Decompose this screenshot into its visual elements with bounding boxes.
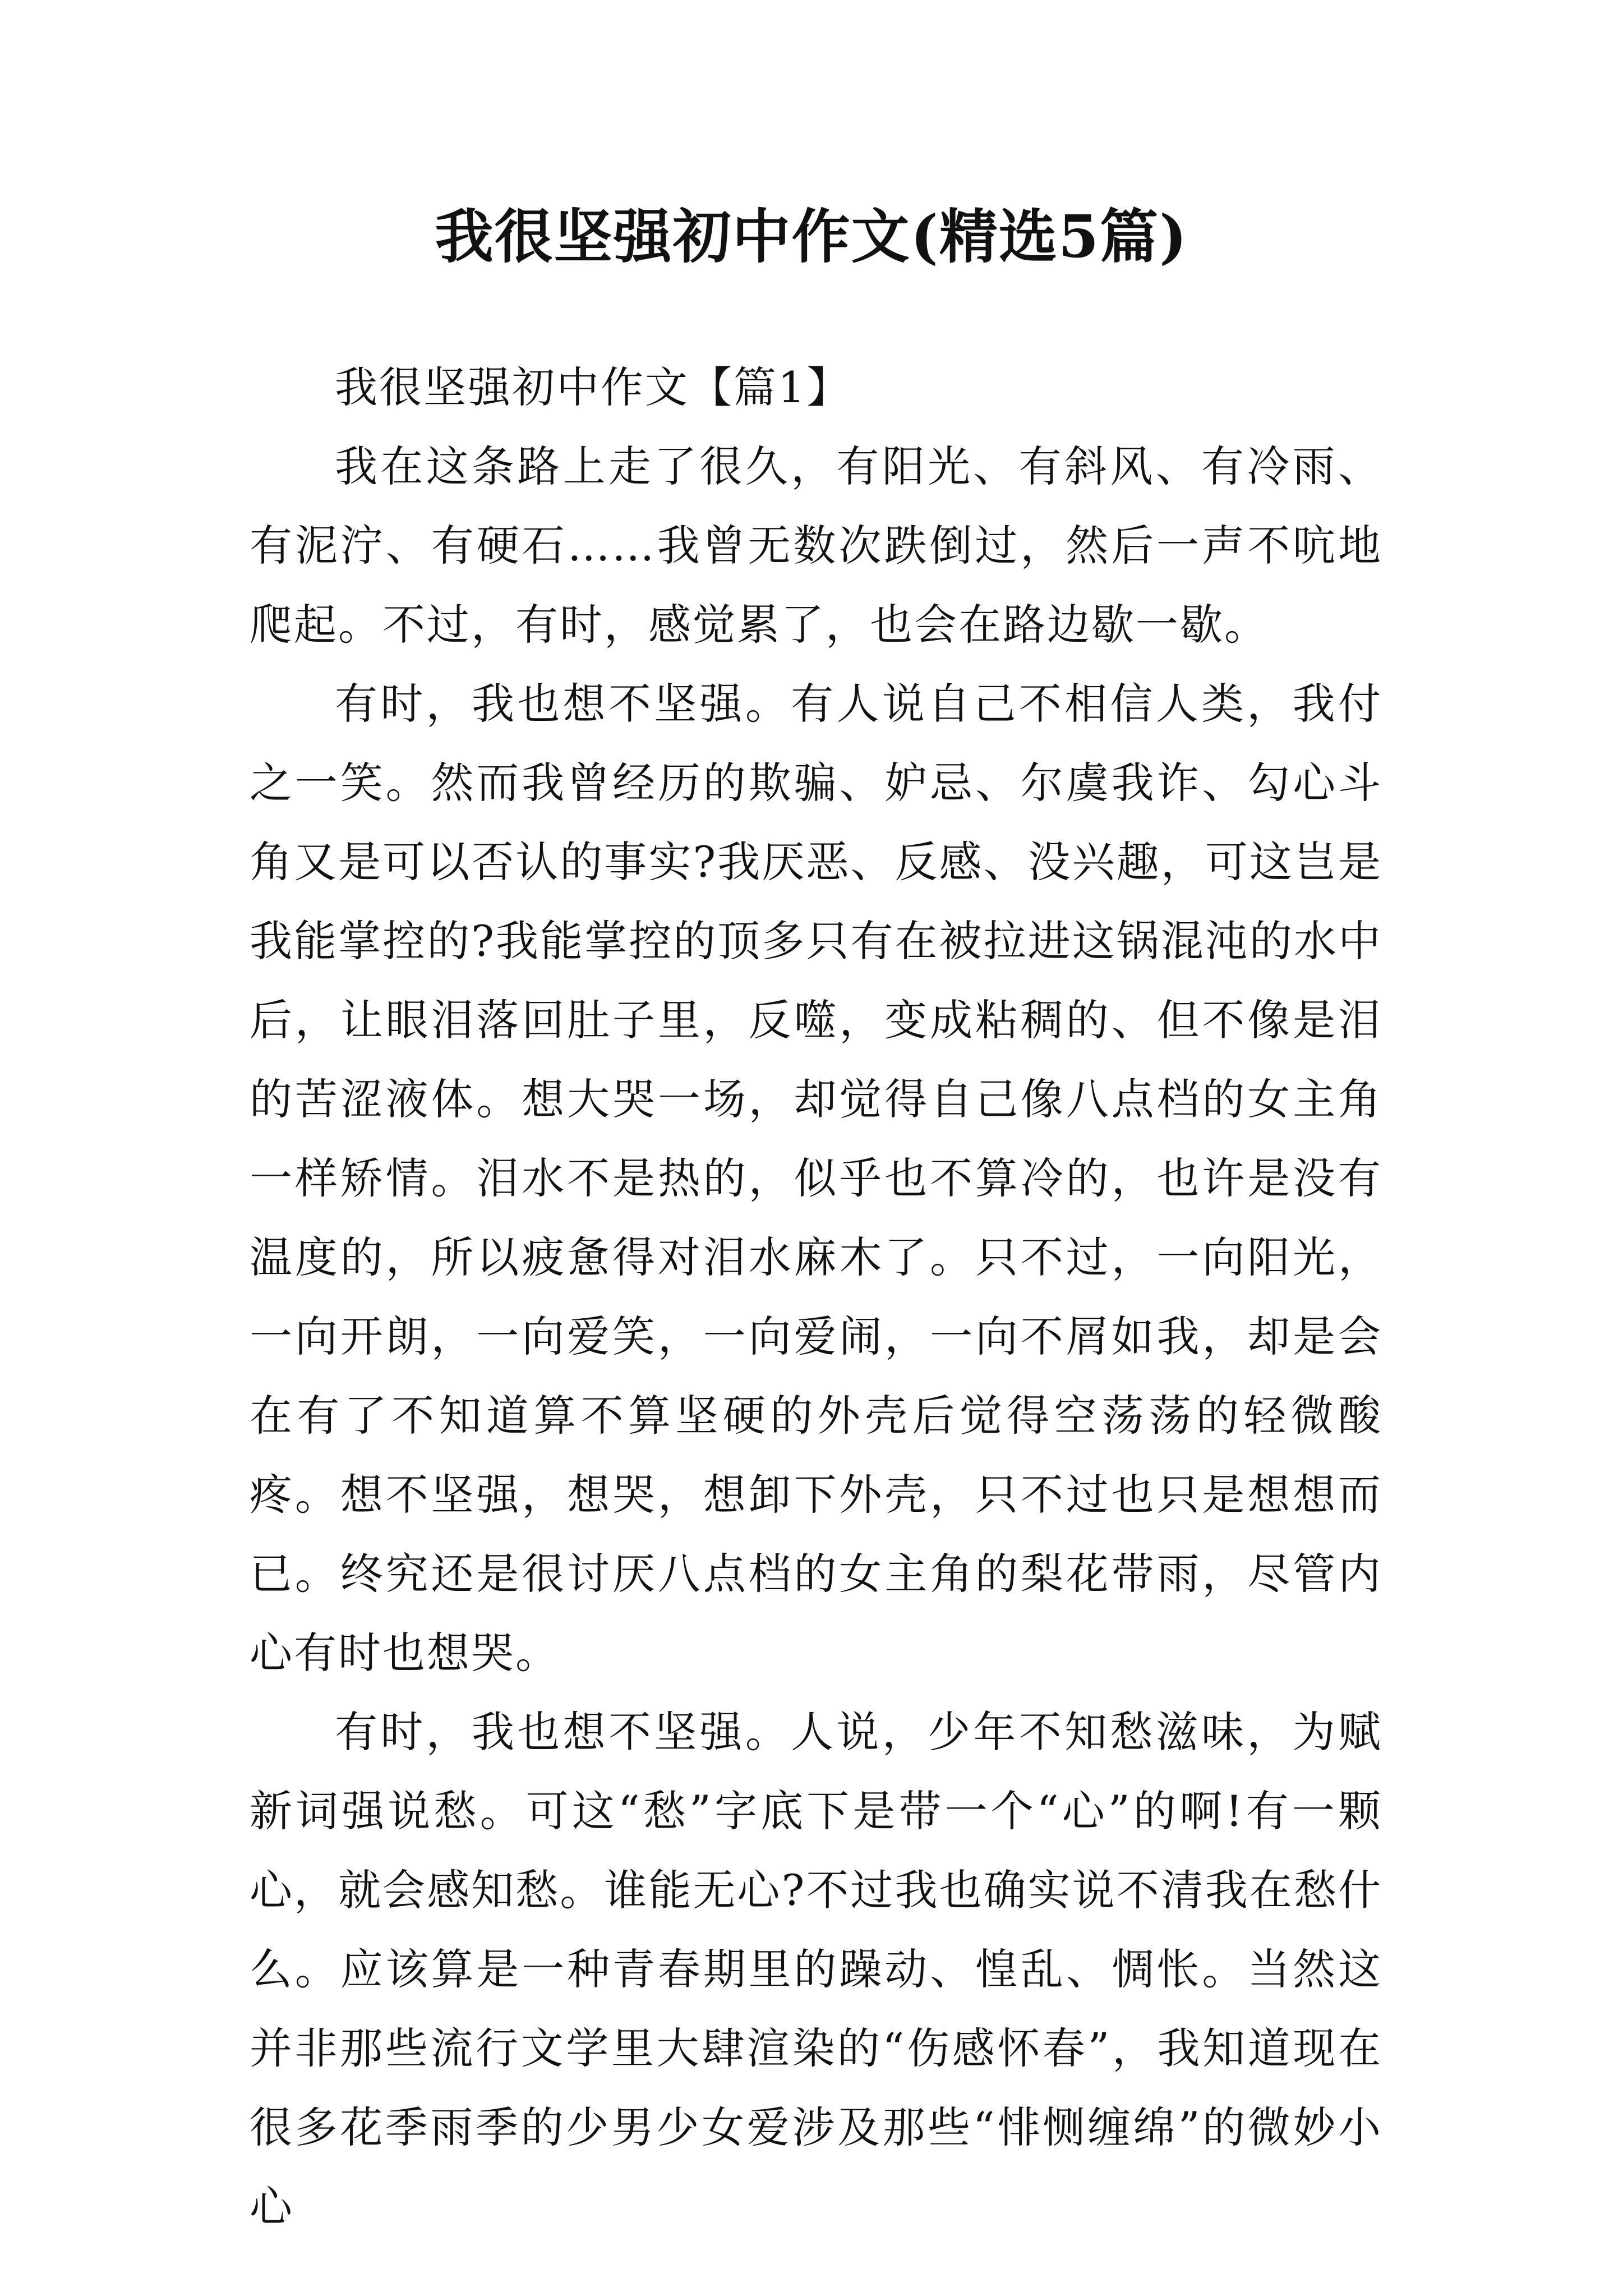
paragraph: 有时，我也想不坚强。人说，少年不知愁滋味，为赋新词强说愁。可这“愁”字底下是带一个“心”的啊!有一颗心，就会感知愁。谁能无心?不过我也确实说不清我在愁什么。应该算是一种青春期里的躁动、惶乱、惆怅。当然这并非那些流行文学里大肆渲染的“伤感怀春”，我知道现在很多花季雨季的少男少女爱涉及那些“悱恻缠绵”的微妙小心	[250, 1707, 1382, 2231]
document-body	[250, 348, 1382, 2246]
paragraph: 我在这条路上走了很久，有阳光、有斜风、有冷雨、有泥泞、有硬石……我曾无数次跌倒过，然后一声不吭地爬起。不过，有时，感觉累了，也会在路边歇一歇。	[250, 441, 1382, 650]
section-heading: 我很坚强初中作文【篇1】	[335, 362, 851, 412]
document-title: 我很坚强初中作文(精选5篇)	[435, 202, 1188, 271]
paragraph: 有时，我也想不坚强。有人说自己不相信人类，我付之一笑。然而我曾经历的欺骗、妒忌、尔虞我诈、勾心斗角又是可以否认的事实?我厌恶、反感、没兴趣，可这岂是我能掌控的?我能掌控的顶多只有在被拉进这锅混沌的水中后，让眼泪落回肚子里，反噬，变成粘稠的、但不像是泪的苦涩液体。想大哭一场，却觉得自己像八点档的女主角一样矫情。泪水不是热的，似乎也不算冷的，也许是没有温度的，所以疲惫得对泪水麻木了。只不过，一向阳光，一向开朗，一向爱笑，一向爱闹，一向不屑如我，却是会在有了不知道算不算坚硬的外壳后觉得空荡荡的轻微酸疼。想不坚强，想哭，想卸下外壳，只不过也只是想想而已。终究还是很讨厌八点档的女主角的梨花带雨，尽管内心有时也想哭。	[250, 679, 1382, 1678]
